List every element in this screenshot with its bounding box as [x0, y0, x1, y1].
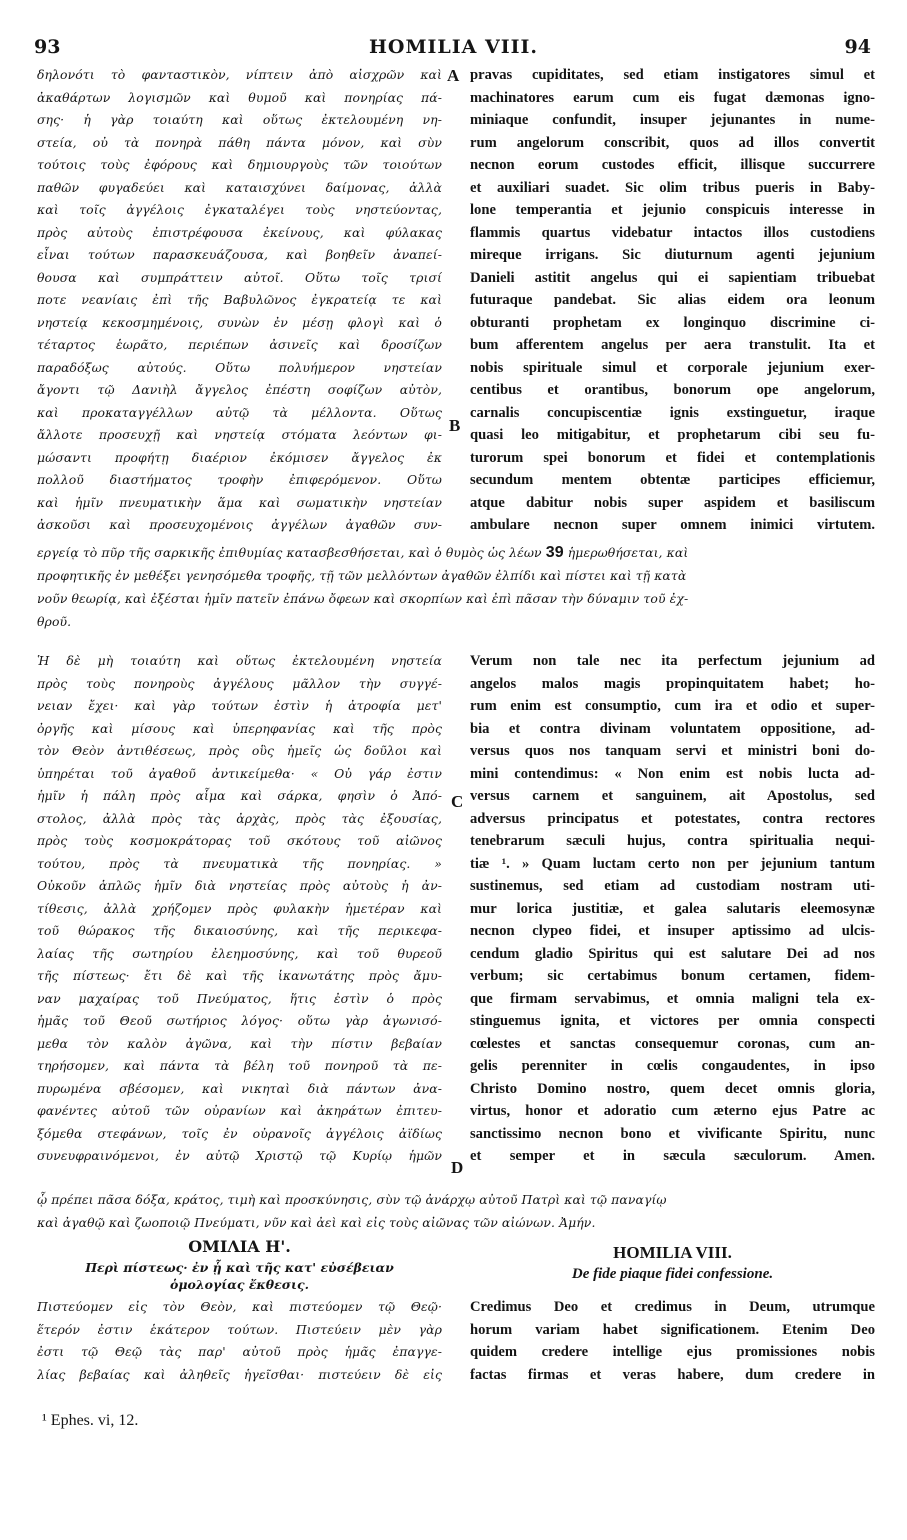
latin-line: angelos malos magis propinquitatem habet; ho-	[470, 675, 875, 692]
greek-line: φανέντες αὐτοῦ τῶν οὐρανίων καὶ ἀκηράτων ἐπιτευ-	[37, 1103, 442, 1118]
latin-line: sustinemus, sed etiam ad custodiam nostram uti-	[470, 878, 875, 894]
greek-line: ναν μαχαίρας τοῦ Πνεύματος, ἥτις ἐστὶν ὁ πρὸς	[37, 990, 442, 1006]
latin-line: mireque irrigans. Sic diuturnum agenti jejunium	[470, 247, 875, 263]
homily-title-greek: ΟΜΙΛΙΑ Η'.	[188, 1237, 291, 1256]
latin-line: rum enim est consumptio, cum ira et odio et super-	[470, 698, 875, 714]
latin-line: verbum; sic certabimus bonum certamen, fidem-	[470, 968, 875, 984]
greek-line: τίθεσις, ἀλλὰ χρήζομεν πρὸς φυλακὴν ἡμετέραν καὶ	[37, 900, 442, 916]
latin-line: virtus, honor et adoratio cum æterno ejus Patre ac	[470, 1103, 875, 1119]
margin-letter-d: D	[451, 1158, 464, 1177]
greek-full-width-2	[37, 1188, 875, 1234]
column-number: 39	[545, 544, 564, 561]
latin-line: factas firmas et veras habere, dum credere in	[470, 1366, 875, 1383]
latin-column-top	[470, 64, 875, 537]
greek-line: τούτου, πρὸς τὰ πνευματικὰ τῆς πονηρίας. »	[37, 855, 442, 871]
greek-full-line	[37, 541, 875, 564]
footnote: ¹ Ephes. vi, 12.	[42, 1412, 139, 1429]
latin-line: Christo Domino nostro, quem decet omnis gloria,	[470, 1080, 875, 1097]
subtitle-greek-line-2: ὁμολογίας ἔκθεσις.	[170, 1277, 309, 1292]
latin-line: miniaque confundit, insuper jejunantes in nume-	[470, 112, 875, 128]
latin-line: Credimus Deo et credimus in Deum, utrumque	[470, 1299, 875, 1315]
latin-line: obturanti prophetam ex longinquo discrimine ci-	[470, 314, 875, 331]
latin-line: bia et contra divinam voluntatem oppositione, ad-	[470, 720, 875, 737]
latin-line: tiæ ¹. » Quam luctam certo non per jejunium tantum	[470, 855, 875, 872]
latin-line: pravas cupiditates, sed etiam instigatores simul et	[470, 67, 875, 83]
greek-column-top	[37, 64, 442, 537]
homily-subtitle-latin: De fide piaque fidei confessione.	[571, 1266, 774, 1282]
greek-line: παθῶν φυγαδεύει καὶ καταισχύνει δαίμονας, ἀλλὰ	[37, 179, 442, 195]
greek-line: ἀσκοῦσι καὶ προσευχομένοις ἀγγέλων ἀγαθῶν συν-	[37, 517, 442, 532]
greek-line: πρὸς αὐτοὺς ἐπιστρέφουσα ἐκείνους, καὶ φύλακας	[37, 224, 442, 240]
latin-line: quidem credere intellige ejus promissiones nobis	[470, 1344, 875, 1360]
greek-line: πυρωμένα σβέσομεν, καὶ νικηταὶ διὰ πάντων ἀνα-	[37, 1080, 442, 1096]
greek-line: νειαν ἔχει· καὶ γὰρ τούτων ἐστὶν ἡ ἀτροφία μετ'	[37, 698, 442, 713]
greek-line: συνευφραινόμενοι, ἐν αὐτῷ Χριστῷ τῷ Κυρίῳ ἡμῶν	[37, 1148, 442, 1163]
latin-line: que firmam servabimus, et omnia maligni tela ex-	[470, 990, 875, 1007]
latin-line: Danieli astitit angelus qui ei sapientiam tribuebat	[470, 269, 875, 286]
greek-line: πολλοῦ διαστήματος τροφὴν ἐπιφερόμενον. Οὕτω	[37, 472, 442, 487]
greek-line: σης· ἡ γὰρ τοιαύτη καὶ οὕτως ἐκτελουμένη νη-	[37, 112, 442, 127]
latin-line: flammis quartus videbatur intactos illos custodiens	[470, 224, 875, 241]
latin-line: futuraque pandebat. Sic alias eidem ora leonum	[470, 292, 875, 308]
greek-full-line: νοῦν θεωρίᾳ, καὶ ἐξέσται ἡμῖν πατεῖν ἐπάνω ὄφεων καὶ σκορπίων καὶ ἐπὶ πᾶσαν τὴν δύναμιν τοῦ ἐχ-	[37, 591, 689, 606]
greek-full-line: ᾧ πρέπει πᾶσα δόξα, κράτος, τιμὴ καὶ προσκύνησις, σὺν τῷ ἀνάρχῳ αὐτοῦ Πατρὶ καὶ τῷ παναγίῳ	[37, 1192, 667, 1207]
greek-line: καὶ τοῖς ἀγγέλοις ἐγκαταλέγει τοὺς νηστεύοντας,	[37, 202, 442, 217]
homily-title-latin: HOMILIA VIII.	[613, 1243, 732, 1262]
latin-line: horum variam habet significationem. Etenim Deo	[470, 1321, 875, 1338]
greek-line: λαίας τῆς σωτηρίου ἐλεημοσύνης, καὶ τοῦ θυρεοῦ	[37, 945, 442, 961]
latin-line: mur lorica justitiæ, et galea salutaris eleemosynæ	[470, 900, 875, 917]
greek-line: τούτοις τοὺς ἐφόρους καὶ δημιουργοὺς τῶν τοιούτων	[37, 157, 442, 172]
latin-homily-text	[470, 1296, 875, 1386]
greek-line: τὸν Θεὸν ἀντιθέσεως, πρὸς οὓς ἡμεῖς ὡς δοῦλοι καὶ	[37, 743, 442, 758]
greek-line: μεθα τὸν καλὸν ἀγῶνα, καὶ τὴν πίστιν βεβαίαν	[37, 1035, 442, 1051]
greek-line: στολος, ἀλλὰ πρὸς τὰς ἀρχὰς, πρὸς τὰς ἐξουσίας,	[37, 810, 442, 826]
greek-column-mid	[37, 650, 442, 1168]
latin-line: cœlestes et sanctas consequemur coronas, cum an-	[470, 1035, 875, 1052]
latin-line: lone temperantia et jejunio conspicuis interesse in	[470, 202, 875, 218]
greek-line: τηρήσομεν, καὶ πάντα τὰ βέλη τοῦ πονηροῦ τὰ πε-	[37, 1058, 442, 1073]
latin-line: versus quos nos tanquam servi et ministri boni do-	[470, 743, 875, 759]
latin-line: bum afferentem angelus per aera transtulit. Ita et	[470, 337, 875, 353]
greek-line: Πιστεύομεν εἰς τὸν Θεὸν, καὶ πιστεύομεν τῷ Θεῷ·	[37, 1299, 442, 1314]
greek-line: ἡμῖν ἡ πάλη πρὸς αἷμα καὶ σάρκα, φησὶν ὁ Ἀπό-	[37, 788, 442, 803]
page-number-left: 93	[34, 36, 61, 58]
greek-line: καὶ προκαταγγέλλων αὐτῷ τὰ μέλλοντα. Οὕτως	[37, 404, 442, 420]
latin-line: sanctissimo necnon bono et vivificante Spiritu, nunc	[470, 1125, 875, 1142]
greek-full-line: προφητικῆς ἐν μεθέξει γενησόμεθα τροφῆς, τῇ τῶν μελλόντων ἀγαθῶν ἐλπίδι καὶ πίστει καὶ τῇ κατὰ	[37, 568, 687, 583]
greek-line: παραδόξως αὐτούς. Οὕτω πολυήμερον νηστείαν	[37, 359, 442, 375]
greek-line: καὶ ἡμῖν πνευματικὴν ἅμα καὶ σωματικὴν νηστείαν	[37, 494, 442, 510]
latin-line: centibus et orantibus, bonorum ope angelorum,	[470, 382, 875, 398]
greek-line: τοῦ θώρακος τῆς δικαιοσύνης, καὶ τῆς περικεφα-	[37, 923, 442, 938]
greek-full-line-text: εργείᾳ τὸ πῦρ τῆς σαρκικῆς ἐπιθυμίας κατασβεσθήσεται, καὶ ὁ θυμὸς ὡς λέων	[37, 545, 542, 560]
greek-line: στεία, οὐ τὰ πονηρὰ πάθη πάντα μόνον, καὶ σὺν	[37, 134, 442, 150]
latin-line: atque dabitur nobis super aspidem et basiliscum	[470, 494, 875, 511]
latin-line: turorum spei bonorum et fidei et contemplationis	[470, 449, 875, 466]
greek-full-line-text: ἡμερωθήσεται, καὶ	[567, 545, 689, 560]
latin-line: machinatores earum cum eis fugat dæmonas igno-	[470, 89, 875, 106]
latin-line: rum angelorum conscribit, quos ad illos convertit	[470, 134, 875, 151]
greek-homily-text	[37, 1296, 442, 1386]
latin-line: versus carnem et sanguinem, ait Apostolus, sed	[470, 788, 875, 804]
greek-line: τέταρτος ἑωρᾶτο, περιέπων ἀσινεῖς καὶ δροσίζων	[37, 337, 442, 352]
greek-line: ἄλλοτε προσευχῇ καὶ νηστείᾳ στόματα λεόντων φι-	[37, 427, 442, 442]
page-number-right: 94	[844, 36, 871, 58]
latin-line: adversus principatus et potestates, contra rectores	[470, 810, 875, 827]
homily-subtitle-greek	[37, 1259, 442, 1293]
latin-line: necnon eorum custodes efficit, illisque succurrere	[470, 157, 875, 173]
greek-line: Οὐκοῦν ἁπλῶς ἡμῖν διὰ νηστείας πρὸς αὐτοὺς ἡ ἀν-	[37, 878, 442, 893]
latin-line: nobis spirituale simul et corporale jejunium exer-	[470, 359, 875, 376]
margin-letter-b: B	[449, 416, 461, 435]
latin-line: et semper et in sæcula sæculorum. Amen.	[470, 1148, 875, 1164]
greek-full-line: θροῦ.	[37, 614, 72, 629]
margin-letter-c: C	[451, 792, 464, 811]
latin-line: et auxiliari suadet. Sic olim tribus pueris in Baby-	[470, 179, 875, 196]
latin-line: stinguemus ignita, et victores per omnia conspecti	[470, 1013, 875, 1029]
greek-line: ποτε νεανίαις ἐπὶ τῆς Βαβυλῶνος ἐγκρατείᾳ τε καὶ	[37, 292, 442, 307]
greek-line: πρὸς τοὺς πονηροὺς ἀγγέλους μᾶλλον τὴν συγγέ-	[37, 675, 442, 691]
subtitle-greek-line-1: Περὶ πίστεως· ἐν ᾗ καὶ τῆς κατ' εὐσέβειαν	[85, 1260, 394, 1275]
latin-line: cendum gladio Spiritus qui est salutare Dei ad nos	[470, 945, 875, 962]
margin-letter-a: A	[447, 66, 460, 85]
greek-line: ἄγοντι τῷ Δανιὴλ ἄγγελος ἐπέστη σοφίζων αὐτὸν,	[37, 382, 442, 397]
greek-line: ἡμᾶς τοῦ Θεοῦ σωτήριος λόγος· οὕτω γὰρ ἀγωνισό-	[37, 1013, 442, 1028]
greek-line: τῆς πίστεως· ἔτι δὲ καὶ τῆς ἱκανωτάτης πρὸς ἄμυ-	[37, 968, 442, 983]
greek-full-line: καὶ ἀγαθῷ καὶ ζωοποιῷ Πνεύματι, νῦν καὶ ἀεὶ καὶ εἰς τοὺς αἰῶνας τῶν αἰώνων. Ἀμήν.	[37, 1215, 596, 1230]
greek-line: μώσαντι προφήτῃ διαέριον ἐκόμισεν ἄγγελος ἐκ	[37, 449, 442, 465]
latin-line: gelis perenniter in cœlis congaudentes, in ipso	[470, 1058, 875, 1074]
greek-line: ξόμεθα στεφάνων, τοῖς ἐν οὐρανοῖς ἀγγέλοις ἀϊδίως	[37, 1125, 442, 1141]
latin-line: necnon clypeo fidei, et insuper aptissimo ad ulcis-	[470, 923, 875, 939]
greek-line: νηστείᾳ κεκοσμημένοις, συνὼν ἐν μέσῃ φλογὶ καὶ ὁ	[37, 314, 442, 330]
greek-line: λίας βεβαίας καὶ ἀληθεῖς ἡγεῖσθαι· πιστεύειν δὲ εἰς	[37, 1366, 442, 1382]
greek-line: θουσα καὶ συμπράττειν αὐτοῖ. Οὕτω τοῖς τρισί	[37, 269, 442, 285]
greek-line: ἀκαθάρτων λογισμῶν καὶ θυμοῦ καὶ πονηρίας πά-	[37, 89, 442, 105]
latin-line: tenebrarum sæculi hujus, contra spiritualia nequi-	[470, 833, 875, 849]
page-header	[30, 36, 877, 60]
greek-line: Ἡ δὲ μὴ τοιαύτη καὶ οὕτως ἐκτελουμένη νηστεία	[37, 653, 442, 668]
greek-line: πρὸς τοὺς κοσμοκράτορας τοῦ σκότους τοῦ αἰῶνος	[37, 833, 442, 848]
latin-line: Verum non tale nec ita perfectum jejunium ad	[470, 653, 875, 669]
latin-line: secundum mentem obtentæ participes efficiemur,	[470, 472, 875, 488]
latin-line: carnalis concupiscentiæ ignis exstinguetur, iraque	[470, 404, 875, 421]
running-title: HOMILIA VIII.	[368, 36, 539, 58]
latin-column-mid	[470, 650, 875, 1168]
greek-line: εἶναι τούτων παρασκευάζουσα, καὶ βοηθεῖν ἀναπεί-	[37, 247, 442, 262]
latin-line: quasi leo mitigabitur, et prophetarum cibi seu fu-	[470, 427, 875, 443]
greek-line: ἐστι τῷ Θεῷ τὰς παρ' αὐτοῦ πρὸς ἡμᾶς ἐπαγγε-	[37, 1344, 442, 1359]
greek-line: δηλονότι τὸ φανταστικὸν, νίπτειν ἀπὸ αἰσχρῶν καὶ	[37, 67, 442, 82]
greek-line: ὀργῆς καὶ μίσους καὶ ὑπερηφανίας καὶ τῆς πρὸς	[37, 720, 442, 736]
greek-line: ἕτερόν ἐστιν ἑκάτερον τούτων. Πιστεύειν μὲν γὰρ	[37, 1321, 442, 1337]
greek-full-width-1	[37, 541, 875, 633]
latin-line: ambulare necnon super omnem inimici virtutem.	[470, 517, 875, 533]
latin-line: mini contendimus: « Non enim est nobis lucta ad-	[470, 765, 875, 782]
greek-line: ὑπηρέται τοῦ ἀγαθοῦ ἀντικείμεθα· « Οὐ γάρ ἐστιν	[37, 765, 442, 781]
